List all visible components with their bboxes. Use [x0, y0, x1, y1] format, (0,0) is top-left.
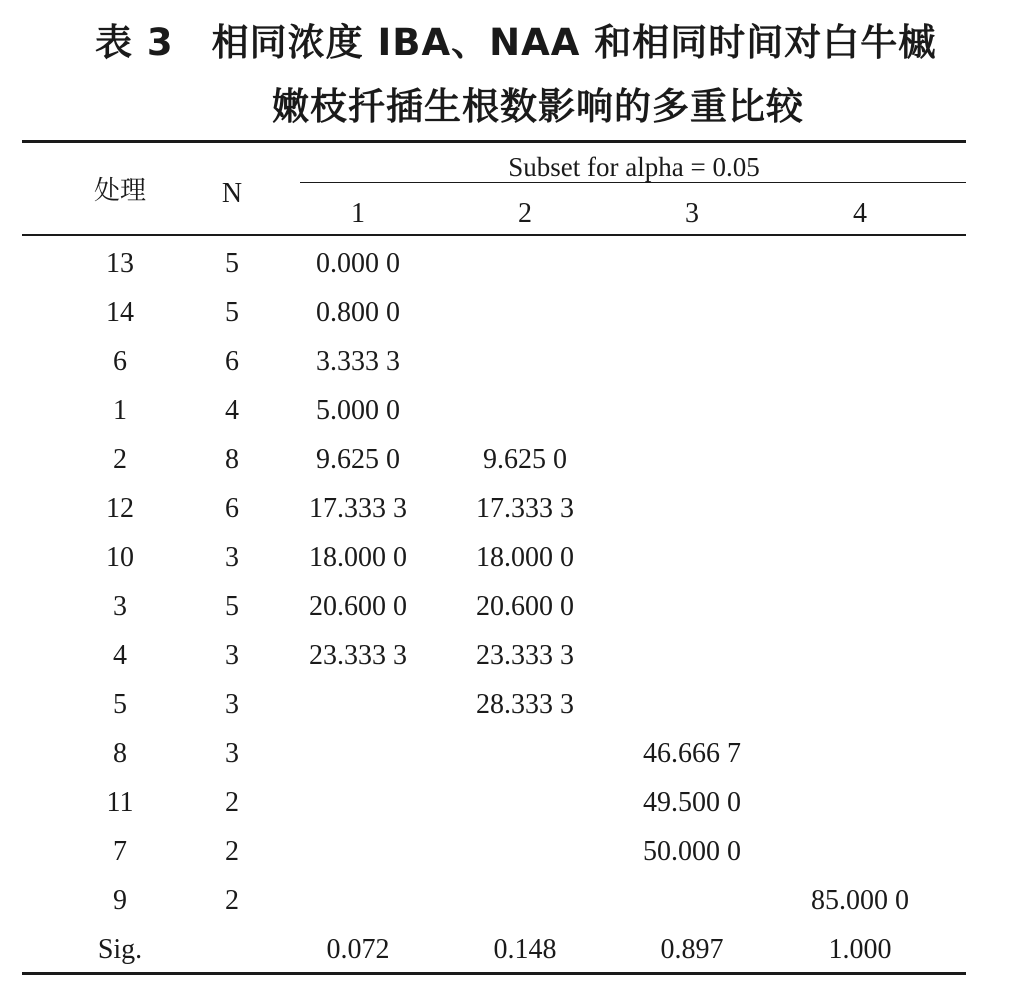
row-7-subset-2: 18.000 0 — [476, 542, 574, 573]
row-11-treatment: 8 — [113, 738, 127, 769]
row-8-treatment: 3 — [113, 591, 127, 622]
row-4-treatment: 1 — [113, 395, 127, 426]
row-10-subset-2: 28.333 3 — [476, 689, 574, 720]
row-1-treatment: 13 — [106, 248, 134, 279]
row-7-n: 3 — [225, 542, 239, 573]
row-14-subset-4: 85.000 0 — [811, 885, 909, 916]
row-14-treatment: 9 — [113, 885, 127, 916]
table-header-rule — [22, 234, 966, 236]
row-4-subset-1: 5.000 0 — [316, 395, 400, 426]
header-subset-title: Subset for alpha = 0.05 — [508, 152, 760, 182]
row-5-subset-1: 9.625 0 — [316, 444, 400, 475]
row-1-n: 5 — [225, 248, 239, 279]
row-9-n: 3 — [225, 640, 239, 671]
sig-subset-4: 1.000 — [828, 934, 892, 965]
row-9-treatment: 4 — [113, 640, 127, 671]
row-13-n: 2 — [225, 836, 239, 867]
row-5-n: 8 — [225, 444, 239, 475]
header-n: N — [221, 178, 243, 209]
row-2-subset-1: 0.800 0 — [316, 297, 400, 328]
row-8-subset-1: 20.600 0 — [309, 591, 407, 622]
sig-subset-3: 0.897 — [660, 934, 724, 965]
sig-label: Sig. — [97, 934, 143, 965]
row-12-subset-3: 49.500 0 — [643, 787, 741, 818]
row-9-subset-1: 23.333 3 — [309, 640, 407, 671]
row-6-subset-2: 17.333 3 — [476, 493, 574, 524]
table-title-line-1-text: 表 3 相同浓度 IBA、NAA 和相同时间对白牛槭 — [95, 21, 937, 64]
row-13-subset-3: 50.000 0 — [643, 836, 741, 867]
table-bottom-rule — [22, 972, 966, 975]
row-8-n: 5 — [225, 591, 239, 622]
row-6-treatment: 12 — [106, 493, 134, 524]
header-treatment: 处理 — [93, 176, 147, 206]
row-3-treatment: 6 — [113, 346, 127, 377]
header-subset-3: 3 — [685, 198, 699, 229]
row-13-treatment: 7 — [113, 836, 127, 867]
row-7-subset-1: 18.000 0 — [309, 542, 407, 573]
header-subset-2: 2 — [518, 198, 532, 229]
row-12-n: 2 — [225, 787, 239, 818]
row-6-n: 6 — [225, 493, 239, 524]
table-top-rule — [22, 140, 966, 143]
row-8-subset-2: 20.600 0 — [476, 591, 574, 622]
row-2-treatment: 14 — [106, 297, 134, 328]
row-3-n: 6 — [225, 346, 239, 377]
row-3-subset-1: 3.333 3 — [316, 346, 400, 377]
row-10-n: 3 — [225, 689, 239, 720]
sig-subset-1: 0.072 — [326, 934, 390, 965]
header-subset-4: 4 — [853, 198, 867, 229]
row-11-n: 3 — [225, 738, 239, 769]
row-2-n: 5 — [225, 297, 239, 328]
table-title-line-2-text: 嫩枝扦插生根数影响的多重比较 — [272, 85, 804, 128]
row-6-subset-1: 17.333 3 — [309, 493, 407, 524]
row-10-treatment: 5 — [113, 689, 127, 720]
row-5-treatment: 2 — [113, 444, 127, 475]
row-1-subset-1: 0.000 0 — [316, 248, 400, 279]
row-7-treatment: 10 — [106, 542, 134, 573]
header-subset-1: 1 — [351, 198, 365, 229]
row-9-subset-2: 23.333 3 — [476, 640, 574, 671]
row-11-subset-3: 46.666 7 — [643, 738, 741, 769]
row-14-n: 2 — [225, 885, 239, 916]
sig-subset-2: 0.148 — [493, 934, 557, 965]
row-5-subset-2: 9.625 0 — [483, 444, 567, 475]
row-4-n: 4 — [225, 395, 239, 426]
row-12-treatment: 11 — [106, 787, 134, 818]
